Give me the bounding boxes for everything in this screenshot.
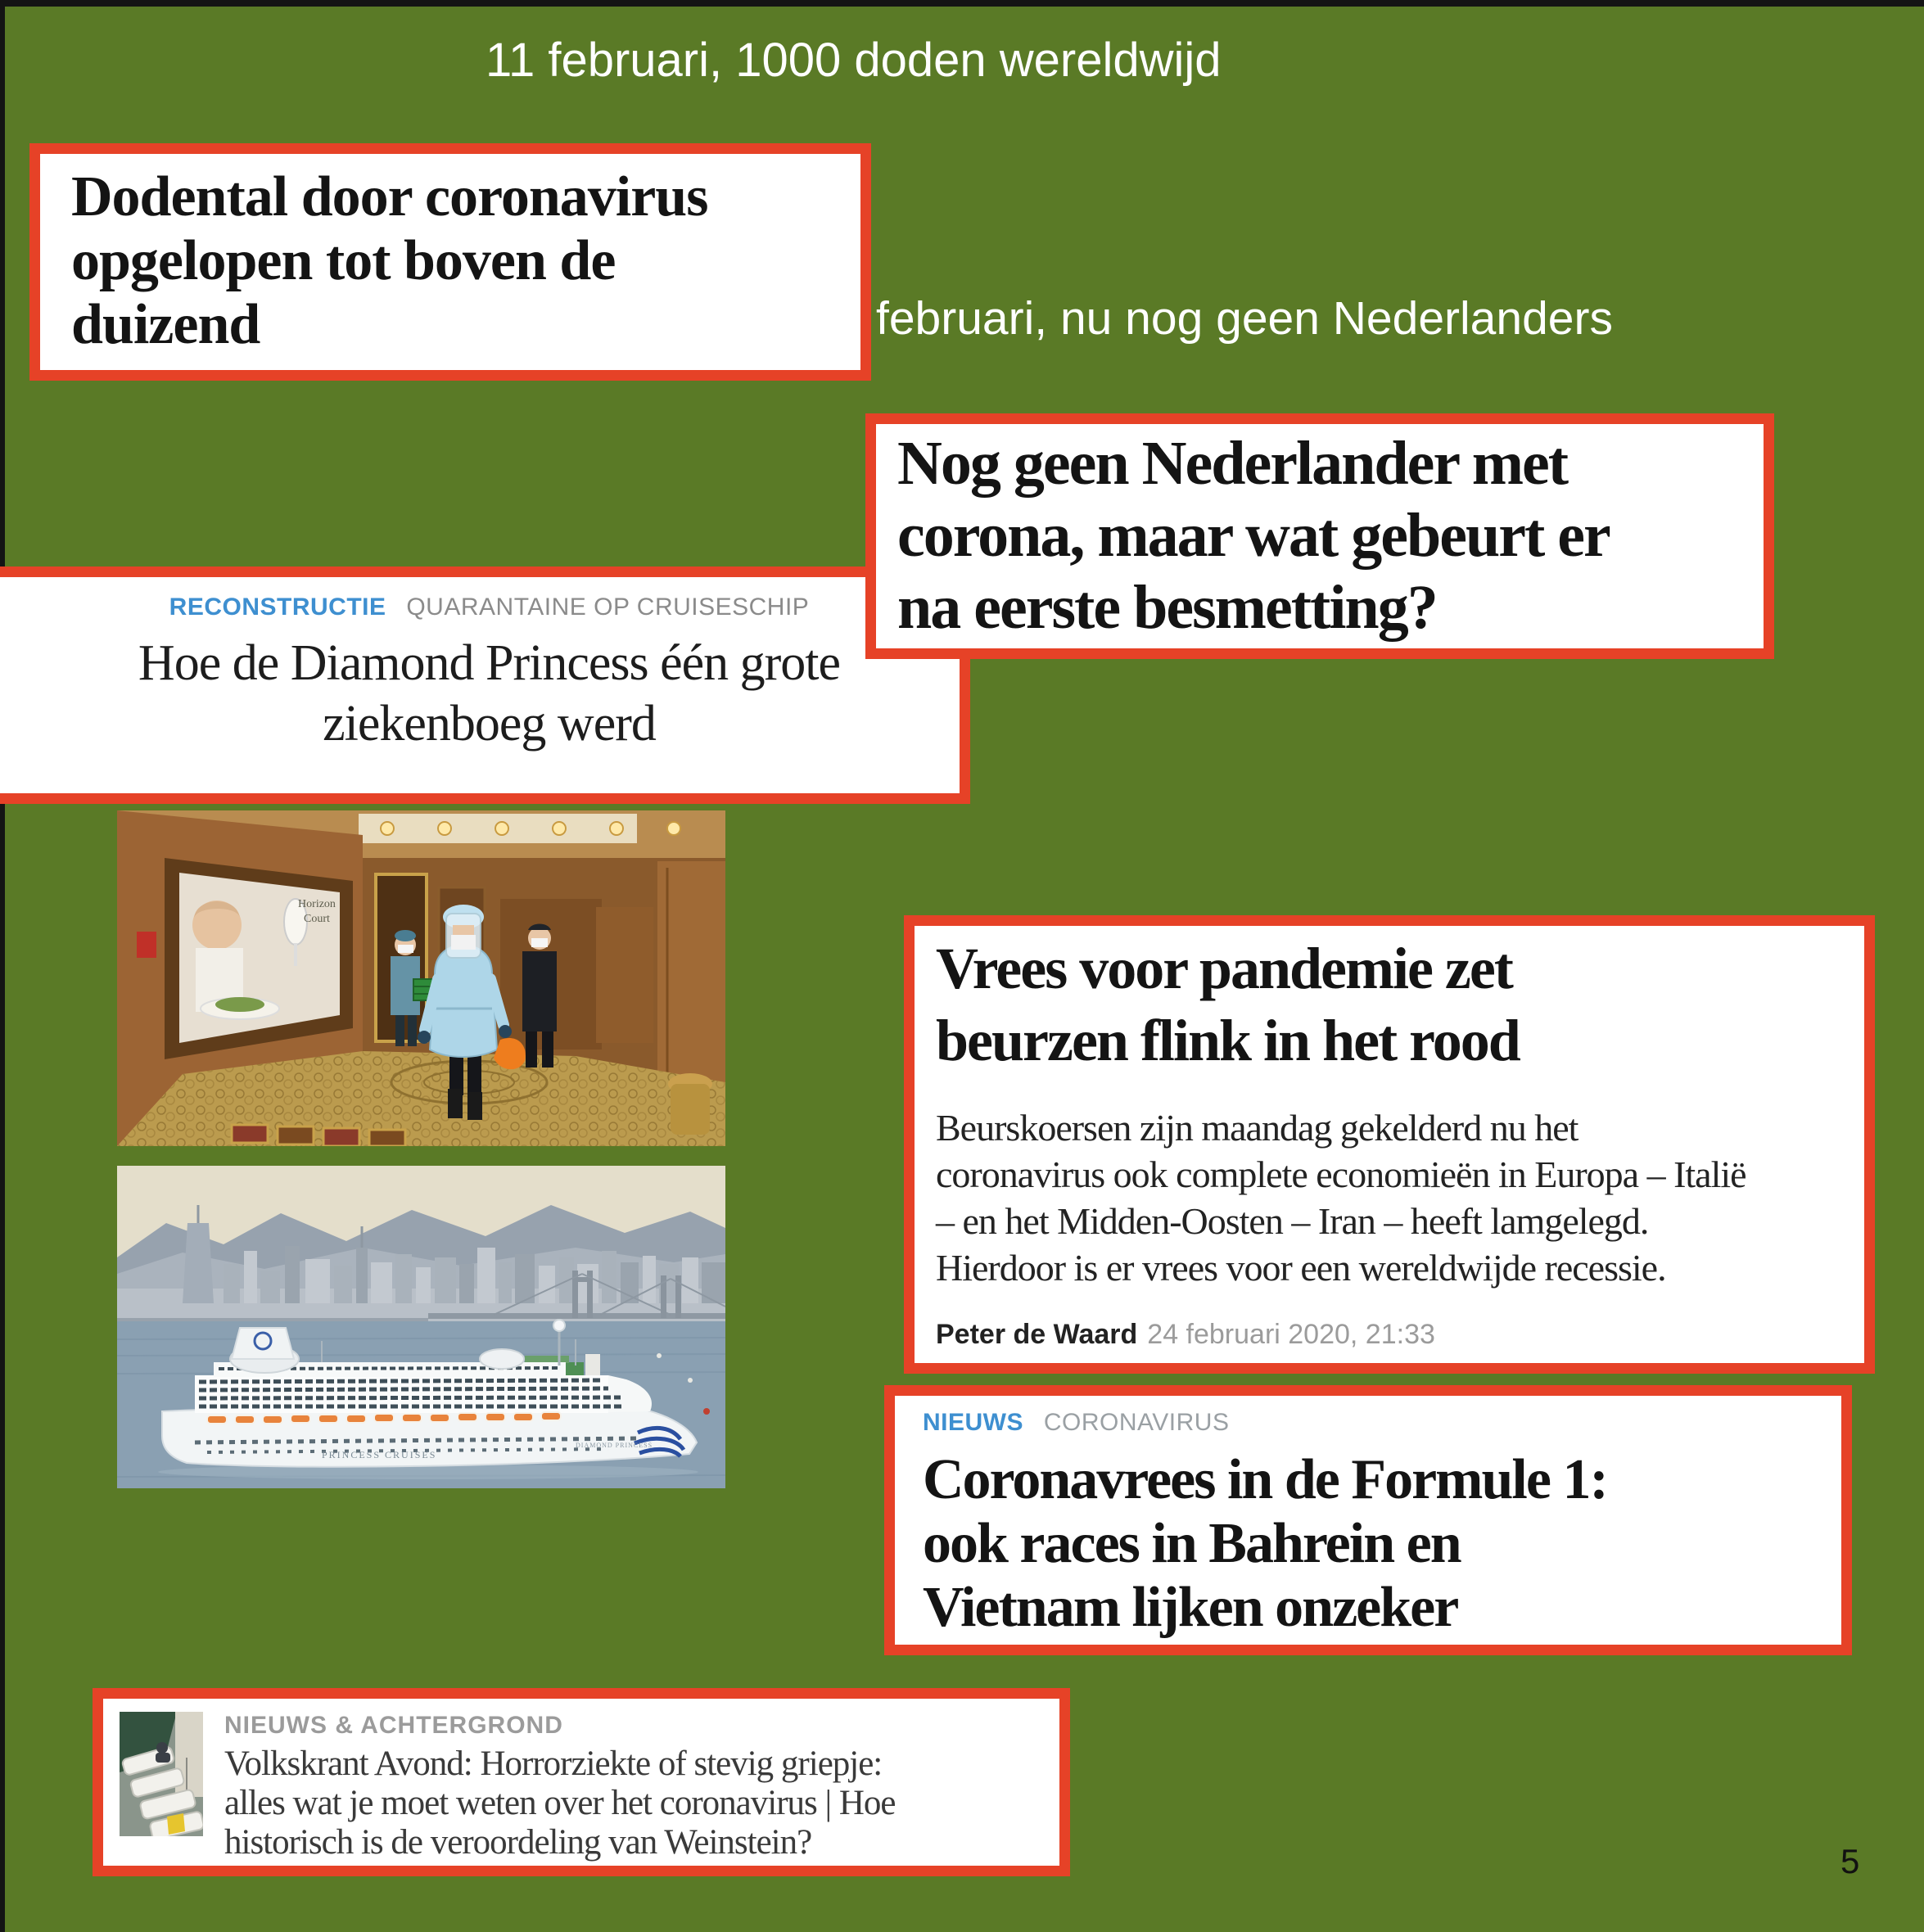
headline-line: corona, maar wat gebeurt er xyxy=(897,501,1610,570)
teaser-line: alles wat je moet weten over het coronavirus | Hoe xyxy=(224,1784,896,1822)
kicker-label: RECONSTRUCTIE xyxy=(169,594,386,621)
kicker xyxy=(27,594,951,621)
clipping-dodental xyxy=(29,143,871,381)
cruise-corridor-image xyxy=(117,810,725,1146)
kicker: NIEUWS & ACHTERGROND xyxy=(224,1712,563,1739)
hospital-thumbnail xyxy=(120,1712,203,1836)
bow-text: DIAMOND PRINCESS xyxy=(576,1442,653,1449)
byline-date: 24 februari 2020, 21:33 xyxy=(1147,1319,1435,1350)
clipping-headline xyxy=(71,165,852,357)
clipping-headline xyxy=(923,1448,1833,1640)
body-line: – en het Midden-Oosten – Iran – heeft lamgelegd. xyxy=(936,1200,1649,1242)
teaser-line: historisch is de veroordeling van Weinstein? xyxy=(224,1823,812,1862)
photo-cruise-corridor xyxy=(117,810,725,1146)
headline-line: beurzen flink in het rood xyxy=(936,1008,1520,1073)
body-line: Beurskoersen zijn maandag gekelderd nu het xyxy=(936,1107,1578,1149)
clipping-headline xyxy=(27,633,951,754)
screen-title-line2: Court xyxy=(304,913,330,925)
hull-text: PRINCESS CRUISES xyxy=(322,1449,437,1460)
clipping-beurzen xyxy=(904,915,1875,1374)
clipping-headline xyxy=(897,427,1757,643)
headline-line: ziekenboeg werd xyxy=(323,696,656,752)
screen-title-line1: Horizon xyxy=(298,898,336,910)
clipping-volkskrant-avond xyxy=(93,1688,1070,1876)
clipping-formule1 xyxy=(884,1385,1852,1655)
kicker-label: NIEUWS xyxy=(923,1409,1023,1436)
kicker xyxy=(923,1409,1833,1437)
headline-line: duizend xyxy=(71,293,260,356)
byline-author: Peter de Waard xyxy=(936,1319,1138,1350)
headline-line: Hoe de Diamond Princess één grote xyxy=(138,635,841,691)
headline-line: Nog geen Nederlander met xyxy=(897,429,1568,498)
headline-line: ook races in Bahrein en xyxy=(923,1512,1461,1575)
page-number: 5 xyxy=(1840,1842,1860,1880)
teaser-line: Volkskrant Avond: Horrorziekte of stevig griepje: xyxy=(224,1745,883,1783)
clipping-nog-geen-nederlander xyxy=(865,413,1774,659)
slide-title: 11 februari, 1000 doden wereldwijd xyxy=(486,34,1222,87)
headline-line: opgelopen tot boven de xyxy=(71,229,616,292)
body-line: Hierdoor is er vrees voor een wereldwijde recessie. xyxy=(936,1247,1666,1289)
teaser-content xyxy=(224,1712,896,1866)
headline-line: Dodental door coronavirus xyxy=(71,165,708,228)
slide-subtitle: februari, nu nog geen Nederlanders xyxy=(876,292,1613,345)
headline-line: Vietnam lijken onzeker xyxy=(923,1576,1458,1639)
diamond-princess-image xyxy=(117,1166,725,1488)
clipping-diamond-princess xyxy=(0,567,970,804)
teaser-text xyxy=(224,1745,896,1862)
byline xyxy=(936,1319,1851,1351)
fire-alarm xyxy=(137,932,156,958)
clipping-headline xyxy=(936,932,1851,1077)
headline-line: Coronavrees in de Formule 1: xyxy=(923,1448,1607,1511)
photo-diamond-princess-ship xyxy=(117,1166,725,1488)
body-line: coronavirus ook complete economieën in Europa – Italië xyxy=(936,1153,1746,1195)
kicker-topic: QUARANTAINE OP CRUISESCHIP xyxy=(406,594,810,621)
headline-line: na eerste besmetting? xyxy=(897,573,1437,642)
kicker-topic: CORONAVIRUS xyxy=(1043,1409,1230,1436)
headline-line: Vrees voor pandemie zet xyxy=(936,936,1512,1001)
hospital-thumbnail-image xyxy=(120,1712,203,1836)
article-intro xyxy=(936,1104,1851,1291)
